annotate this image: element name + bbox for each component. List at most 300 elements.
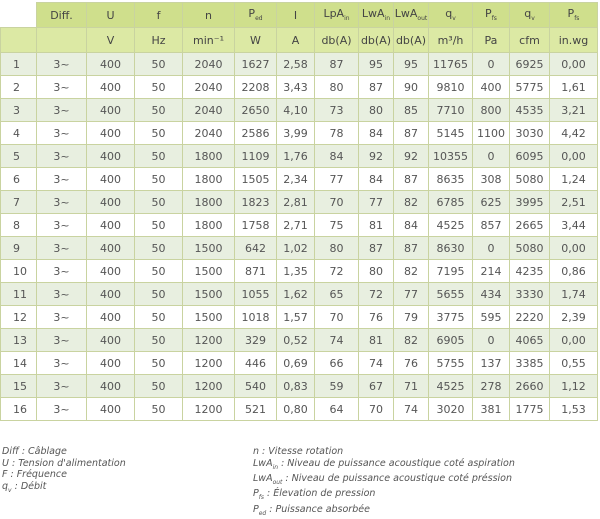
header-subscript: fs [574,15,580,23]
header-subscript: ed [255,15,263,23]
header-symbol: LwA [394,7,418,21]
header-cell [359,3,394,28]
table-cell: 74 [394,398,429,421]
table-cell: 95 [359,53,394,76]
table-cell: 50 [135,145,183,168]
table-cell: 3~ [37,214,87,237]
table-cell: 5145 [429,122,473,145]
table-cell: 78 [315,122,359,145]
unit-cell: db(A) [359,28,394,53]
header-symbol: LwA [361,7,385,21]
table-cell: 1,24 [550,168,598,191]
table-cell: 308 [473,168,510,191]
table-cell: 0,55 [550,352,598,375]
table-cell: 87 [359,237,394,260]
table-cell: 5080 [510,168,550,191]
unit-cell: W [235,28,277,53]
table-cell: 50 [135,122,183,145]
table-cell: 80 [359,99,394,122]
table-cell: 4,42 [550,122,598,145]
table-cell: 82 [394,260,429,283]
table-cell: 3~ [37,168,87,191]
table-cell: 0 [473,53,510,76]
table-cell: 857 [473,214,510,237]
table-cell: 8630 [429,237,473,260]
units-corner [1,28,37,53]
table-cell: 3~ [37,76,87,99]
table-cell: 2040 [183,122,235,145]
table-cell: 1500 [183,237,235,260]
table-cell: 381 [473,398,510,421]
legend-text: : Fréquence [7,469,67,480]
header-symbol: q [445,7,453,21]
legend-item [253,458,515,473]
table-cell: 82 [394,329,429,352]
table-cell: 400 [87,191,135,214]
table-cell: 2,71 [277,214,315,237]
table-cell: 70 [359,398,394,421]
legend-item [253,473,515,488]
unit-cell: min⁻¹ [183,28,235,53]
table-cell: 400 [87,76,135,99]
table-cell: 2,51 [550,191,598,214]
table-cell: 1055 [235,283,277,306]
row-index-cell: 9 [1,237,37,260]
header-row-symbols [1,3,598,28]
table-cell: 400 [87,329,135,352]
table-cell: 3~ [37,283,87,306]
table-cell: 70 [315,191,359,214]
table-row [1,398,598,421]
table-cell: 1505 [235,168,277,191]
table-row [1,329,598,352]
table-cell: 82 [394,191,429,214]
table-cell: 76 [359,306,394,329]
table-cell: 2,58 [277,53,315,76]
table-cell: 0,80 [277,398,315,421]
table-cell: 1,76 [277,145,315,168]
header-corner [1,3,37,28]
table-cell: 1775 [510,398,550,421]
table-cell: 1500 [183,283,235,306]
table-cell: 50 [135,214,183,237]
row-index-cell: 13 [1,329,37,352]
row-index-cell: 11 [1,283,37,306]
table-cell: 65 [315,283,359,306]
fan-performance-table [0,2,598,421]
header-cell [394,3,429,28]
table-cell: 80 [359,260,394,283]
legend-text: : Câblage [18,446,67,457]
table-cell: 4235 [510,260,550,283]
header-subscript: out [417,15,428,23]
table-cell: 8635 [429,168,473,191]
table-cell: 642 [235,237,277,260]
table-cell: 87 [359,76,394,99]
legend-symbol: P [253,503,259,515]
header-subscript: in [344,15,350,23]
header-symbol: n [205,8,212,22]
table-cell: 70 [315,306,359,329]
table-cell: 71 [394,375,429,398]
table-cell: 3995 [510,191,550,214]
table-cell: 9810 [429,76,473,99]
header-symbol: P [248,7,256,21]
row-index-cell: 5 [1,145,37,168]
legend-subscript: ed [258,509,267,517]
table-cell: 1,12 [550,375,598,398]
table-cell: 2040 [183,76,235,99]
table-cell: 540 [235,375,277,398]
table-cell: 1109 [235,145,277,168]
table-row [1,352,598,375]
table-cell: 3~ [37,375,87,398]
table-cell: 1200 [183,398,235,421]
table-cell: 3030 [510,122,550,145]
table-cell: 3~ [37,191,87,214]
table-cell: 0,00 [550,145,598,168]
table-cell: 521 [235,398,277,421]
table-cell: 625 [473,191,510,214]
header-subscript: fs [491,15,497,23]
table-row [1,306,598,329]
table-cell: 64 [315,398,359,421]
table-row [1,168,598,191]
table-cell: 3~ [37,145,87,168]
table-body [1,3,598,421]
header-symbol: P [485,7,492,21]
legend-item [253,446,515,458]
table-cell: 1500 [183,260,235,283]
unit-cell: A [277,28,315,53]
header-symbol: q [524,7,532,21]
legend-subscript: v [8,486,12,494]
table-cell: 50 [135,76,183,99]
legend-text: : Débit [11,480,47,492]
row-index-cell: 6 [1,168,37,191]
table-cell: 5080 [510,237,550,260]
table-row [1,214,598,237]
table-cell: 1200 [183,329,235,352]
table-cell: 11765 [429,53,473,76]
table-cell: 76 [394,352,429,375]
table-cell: 81 [359,329,394,352]
row-index-cell: 2 [1,76,37,99]
row-index-cell: 14 [1,352,37,375]
table-cell: 84 [394,214,429,237]
table-cell: 3775 [429,306,473,329]
table-cell: 1,61 [550,76,598,99]
table-cell: 72 [315,260,359,283]
table-cell: 137 [473,352,510,375]
table-cell: 50 [135,398,183,421]
table-cell: 84 [359,122,394,145]
table-cell: 50 [135,191,183,214]
table-cell: 84 [315,145,359,168]
header-cell [277,3,315,28]
table-cell: 2040 [183,53,235,76]
table-cell: 0,00 [550,237,598,260]
table-cell: 2040 [183,99,235,122]
table-cell: 3~ [37,352,87,375]
table-cell: 3~ [37,237,87,260]
table-cell: 400 [87,99,135,122]
table-cell: 90 [394,76,429,99]
table-cell: 77 [394,283,429,306]
table-cell: 5655 [429,283,473,306]
table-cell: 400 [473,76,510,99]
table-cell: 3,43 [277,76,315,99]
table-cell: 3~ [37,306,87,329]
table-cell: 7195 [429,260,473,283]
table-row [1,145,598,168]
table-cell: 0,69 [277,352,315,375]
header-cell [550,3,598,28]
table-cell: 1,62 [277,283,315,306]
table-cell: 50 [135,260,183,283]
legend-symbol: LwA [253,472,273,484]
header-cell [183,3,235,28]
table-cell: 3~ [37,329,87,352]
table-cell: 80 [315,76,359,99]
legend-subscript: fs [258,494,264,502]
table-cell: 2220 [510,306,550,329]
table-cell: 446 [235,352,277,375]
table-cell: 1800 [183,145,235,168]
table-cell: 2,34 [277,168,315,191]
header-cell [473,3,510,28]
table-row [1,191,598,214]
header-cell [135,3,183,28]
table-cell: 95 [394,53,429,76]
header-cell [87,3,135,28]
table-cell: 2,81 [277,191,315,214]
table-cell: 3~ [37,53,87,76]
table-cell: 800 [473,99,510,122]
table-cell: 278 [473,375,510,398]
table-cell: 1823 [235,191,277,214]
table-cell: 0,00 [550,329,598,352]
table-cell: 80 [315,237,359,260]
table-cell: 77 [359,191,394,214]
table-cell: 2,39 [550,306,598,329]
header-cell [315,3,359,28]
table-cell: 3330 [510,283,550,306]
table-cell: 1800 [183,168,235,191]
unit-cell: db(A) [394,28,429,53]
table-cell: 3,99 [277,122,315,145]
table-row [1,76,598,99]
table-cell: 87 [315,53,359,76]
legend-item [2,446,126,458]
legend-symbol: q [2,480,9,492]
table-cell: 6905 [429,329,473,352]
table-cell: 1100 [473,122,510,145]
table-row [1,283,598,306]
table-cell: 50 [135,375,183,398]
table-cell: 0,52 [277,329,315,352]
table-cell: 214 [473,260,510,283]
table-cell: 434 [473,283,510,306]
legend-symbol: n [253,446,260,457]
legend-text: : Vitesse rotation [259,446,344,457]
row-index-cell: 1 [1,53,37,76]
table-cell: 73 [315,99,359,122]
table-cell: 92 [394,145,429,168]
header-subscript: v [452,15,456,23]
table-cell: 7710 [429,99,473,122]
units-corner-diff [37,28,87,53]
unit-cell: cfm [510,28,550,53]
header-symbol: I [293,8,298,22]
legend-item [253,488,515,503]
header-symbol: U [106,8,115,22]
table-cell: 1758 [235,214,277,237]
legend-symbol: U [2,457,9,469]
legend-symbol: F [2,469,8,480]
table-cell: 1627 [235,53,277,76]
table-cell: 3385 [510,352,550,375]
header-cell [510,3,550,28]
table-cell: 400 [87,122,135,145]
legend-text: : Élevation de pression [263,488,376,500]
table-cell: 50 [135,168,183,191]
table-cell: 400 [87,237,135,260]
table-cell: 79 [394,306,429,329]
table-cell: 87 [394,237,429,260]
table-cell: 1500 [183,306,235,329]
table-cell: 4525 [429,375,473,398]
table-cell: 3,44 [550,214,598,237]
table-cell: 1800 [183,191,235,214]
header-symbol: P [567,7,575,21]
legend-symbol: LwA [253,457,273,469]
table-cell: 74 [359,352,394,375]
table-cell: 2665 [510,214,550,237]
table-cell: 6925 [510,53,550,76]
header-cell [235,3,277,28]
table-cell: 50 [135,352,183,375]
table-cell: 2586 [235,122,277,145]
table-cell: 400 [87,352,135,375]
table-cell: 400 [87,398,135,421]
table-cell: 50 [135,329,183,352]
table-cell: 1,74 [550,283,598,306]
table-cell: 74 [315,329,359,352]
legend-item [2,458,126,470]
table-cell: 3~ [37,99,87,122]
table-cell: 3~ [37,398,87,421]
table-cell: 1018 [235,306,277,329]
table-cell: 400 [87,214,135,237]
table-cell: 0,86 [550,260,598,283]
table-cell: 5775 [510,76,550,99]
unit-cell: Hz [135,28,183,53]
table-cell: 871 [235,260,277,283]
table-cell: 66 [315,352,359,375]
table-cell: 6095 [510,145,550,168]
legend-subscript: out [272,478,283,486]
table-cell: 77 [315,168,359,191]
legend-right [253,446,515,519]
unit-cell: Pa [473,28,510,53]
table-row [1,122,598,145]
table-cell: 3,21 [550,99,598,122]
row-index-cell: 12 [1,306,37,329]
legend-text: : Tension d'alimentation [8,457,126,469]
header-symbol: f [156,8,161,22]
header-symbol: LpA [323,7,345,21]
header-subscript: in [384,15,391,23]
table-cell: 400 [87,168,135,191]
table-cell: 84 [359,168,394,191]
table-cell: 50 [135,306,183,329]
table-cell: 595 [473,306,510,329]
table-cell: 3020 [429,398,473,421]
unit-cell: m³/h [429,28,473,53]
table-cell: 2660 [510,375,550,398]
header-symbol: Diff. [50,8,73,22]
row-index-cell: 7 [1,191,37,214]
table-cell: 1,57 [277,306,315,329]
table-cell: 4065 [510,329,550,352]
table-cell: 75 [315,214,359,237]
table-cell: 87 [394,168,429,191]
legend-item [2,481,126,496]
header-subscript: v [531,15,535,23]
table-cell: 5755 [429,352,473,375]
table-cell: 400 [87,260,135,283]
unit-cell: db(A) [315,28,359,53]
table-row [1,237,598,260]
legend-symbol: P [253,488,259,500]
table-cell: 3~ [37,260,87,283]
row-index-cell: 15 [1,375,37,398]
header-cell [37,3,87,28]
table-cell: 50 [135,99,183,122]
table-row [1,53,598,76]
table-cell: 400 [87,375,135,398]
legend-item [253,504,515,519]
legend-item [2,469,126,481]
legend-symbol: Diff [2,446,19,457]
legend-text: : Niveau de puissance acoustique coté préssion [282,472,513,484]
table-cell: 2208 [235,76,277,99]
header-row-units [1,28,598,53]
unit-cell: V [87,28,135,53]
table-cell: 4525 [429,214,473,237]
table-cell: 400 [87,53,135,76]
table-cell: 6785 [429,191,473,214]
table-cell: 92 [359,145,394,168]
table-cell: 59 [315,375,359,398]
table-cell: 50 [135,53,183,76]
table-cell: 0 [473,329,510,352]
row-index-cell: 4 [1,122,37,145]
legend-text: : Puissance absorbée [266,503,370,515]
table-cell: 81 [359,214,394,237]
table-cell: 0,00 [550,53,598,76]
row-index-cell: 10 [1,260,37,283]
table-cell: 0 [473,237,510,260]
table-cell: 1200 [183,352,235,375]
table-cell: 1,02 [277,237,315,260]
table-cell: 1200 [183,375,235,398]
table-row [1,375,598,398]
table-cell: 72 [359,283,394,306]
table-cell: 3~ [37,122,87,145]
table-cell: 1,35 [277,260,315,283]
